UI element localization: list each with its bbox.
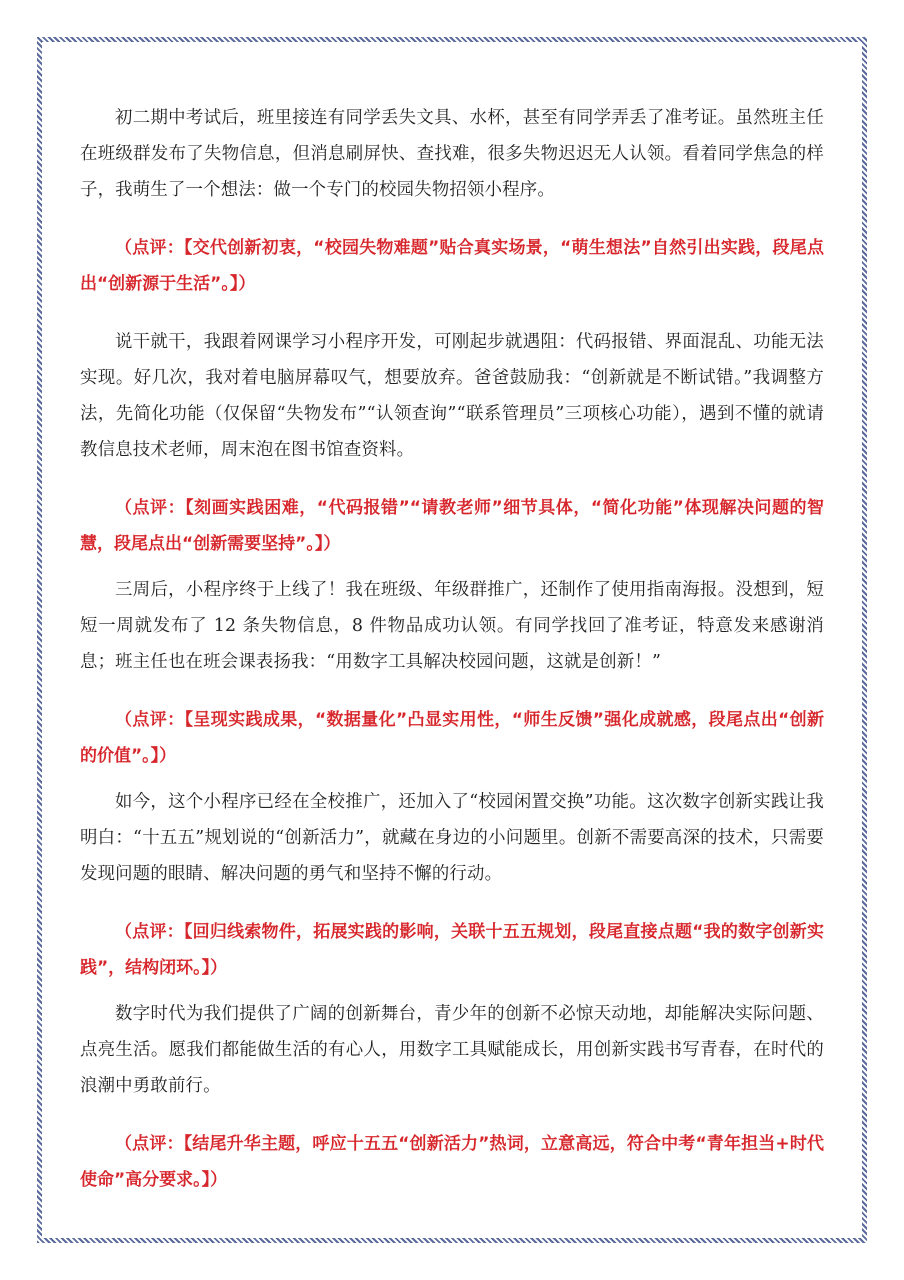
essay-content xyxy=(80,100,824,1198)
essay-paragraph-5: 数字时代为我们提供了广阔的创新舞台，青少年的创新不必惊天动地，却能解决实际问题、点亮生活。愿我们都能做生活的有心人，用数字工具赋能成长，用创新实践书写青春，在时代的浪潮中勇敢前行。 xyxy=(80,1004,824,1096)
teacher-comment-3: （点评：【呈现实践成果，“数据量化”凸显实用性，“师生反馈”强化成就感，段尾点出“创新的价值”。】） xyxy=(80,710,824,766)
teacher-comment-1: （点评：【交代创新初衷，“校园失物难题”贴合真实场景，“萌生想法”自然引出实践，段尾点出“创新源于生活”。】） xyxy=(80,238,824,294)
essay-paragraph-3: 三周后，小程序终于上线了！我在班级、年级群推广，还制作了使用指南海报。没想到，短短一周就发布了 12 条失物信息，8 件物品成功认领。有同学找回了准考证，特意发来感谢消息；班主任也在班会课表扬我：“用数字工具解决校园问题，这就是创新！” xyxy=(80,580,824,672)
teacher-comment-5: （点评：【结尾升华主题，呼应十五五“创新活力”热词，立意高远，符合中考“青年担当+时代使命”高分要求。】） xyxy=(80,1134,824,1190)
teacher-comment-4: （点评：【回归线索物件，拓展实践的影响，关联十五五规划，段尾直接点题“我的数字创新实践”，结构闭环。】） xyxy=(80,922,824,978)
essay-paragraph-1: 初二期中考试后，班里接连有同学丢失文具、水杯，甚至有同学弄丢了准考证。虽然班主任在班级群发布了失物信息，但消息刷屏快、查找难，很多失物迟迟无人认领。看着同学焦急的样子，我萌生了一个想法：做一个专门的校园失物招领小程序。 xyxy=(80,108,824,200)
essay-paragraph-4: 如今，这个小程序已经在全校推广，还加入了“校园闲置交换”功能。这次数字创新实践让我明白：“十五五”规划说的“创新活力”，就藏在身边的小问题里。创新不需要高深的技术，只需要发现问题的眼睛、解决问题的勇气和坚持不懈的行动。 xyxy=(80,792,824,884)
teacher-comment-2: （点评：【刻画实践困难，“代码报错”“请教老师”细节具体，“简化功能”体现解决问题的智慧，段尾点出“创新需要坚持”。】） xyxy=(80,498,824,554)
essay-paragraph-2: 说干就干，我跟着网课学习小程序开发，可刚起步就遇阻：代码报错、界面混乱、功能无法实现。好几次，我对着电脑屏幕叹气，想要放弃。爸爸鼓励我：“创新就是不断试错。”我调整方法，先简化功能（仅保留“失物发布”“认领查询”“联系管理员”三项核心功能），遇到不懂的就请教信息技术老师，周末泡在图书馆查资料。 xyxy=(80,332,824,460)
